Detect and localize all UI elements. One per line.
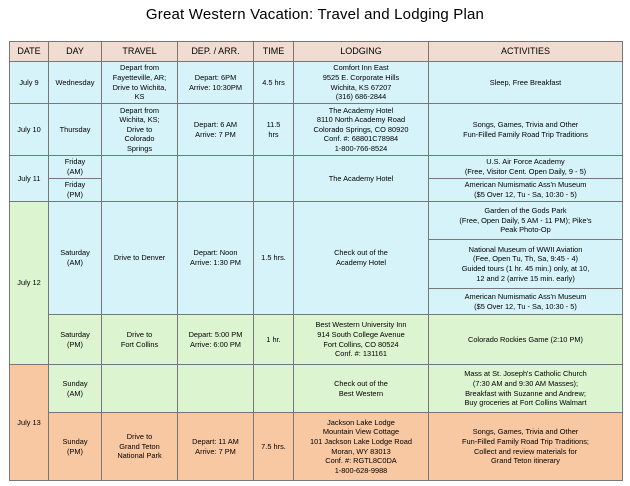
travel-cell [102,365,178,413]
date-cell: July 11 [10,156,49,202]
cell-line: Academy Hotel [335,258,387,267]
day-cell [49,413,102,481]
day-cell: Thursday [49,104,102,156]
lodging-cell [294,413,429,481]
cell-line: (316) 686-2844 [335,92,387,102]
time-cell [254,365,294,413]
cell-line: Arrive: 7 PM [195,446,236,456]
header-travel: TRAVEL [102,42,178,62]
cell-line: U.S. Air Force Academy [486,157,565,167]
cell-line: (PM) [66,190,83,199]
cell-line: Sunday [62,378,88,388]
cell-line: Jackson Lake Lodge [327,417,395,427]
table-row [10,202,623,240]
cell-line: (AM) [66,258,83,267]
cell-line: hrs [268,129,279,139]
itinerary-table [9,41,623,481]
cell-line: Drive to [126,329,153,339]
cell-line: 1-800-766-8524 [334,143,388,153]
cell-line: Colorado Springs, CO 80920 [313,124,409,134]
cell-line: Comfort Inn East [333,63,389,73]
cell-line: Best Western University Inn [315,320,407,330]
cell-line: Grand Teton [119,441,160,451]
lodging-cell [294,365,429,413]
cell-line: (7:30 AM and 9:30 AM Masses); [472,378,579,388]
cell-line: American Numismatic Ass'n Museum [464,180,587,190]
cell-line: Saturday [60,248,90,258]
cell-line: National Park [117,451,162,461]
table-row [10,413,623,481]
lodging-cell [294,104,429,156]
cell-line: Guided tours (1 hr. 45 min.) only, at 10, [461,264,590,273]
activities-cell [429,156,623,179]
travel-cell: Drive to Denver [102,202,178,315]
header-day: DAY [49,42,102,62]
cell-line: Drive to [126,124,153,134]
date-cell: July 12 [10,202,49,365]
cell-line: (Free, Visitor Cent. Open Daily, 9 - 5) [464,167,587,176]
cell-line: Depart from [119,63,160,73]
cell-line: Arrive: 6:00 PM [190,339,241,349]
cell-line: Fort Collins, CO 80524 [323,339,399,349]
table-row [10,315,623,365]
travel-cell [102,156,178,202]
cell-line: Moran, WY 83013 [331,446,391,456]
activities-cell [429,413,623,481]
activities-cell [429,179,623,202]
cell-line: Saturday [60,329,90,339]
cell-line: Fayetteville, AR; [112,72,167,82]
cell-line: Grand Teton itinerary [491,456,560,466]
cell-line: Drive to Wichita, [112,82,167,92]
cell-line: (Free, Open Daily, 5 AM - 11 PM); Pike's [459,215,592,225]
header-date: DATE [10,42,49,62]
dep-arr-cell [178,202,254,315]
cell-line: (PM) [66,339,83,349]
travel-cell [102,413,178,481]
dep-arr-cell [178,365,254,413]
cell-line: Songs, Games, Trivia and Other [472,119,579,129]
table-row [10,365,623,413]
dep-arr-cell [178,315,254,365]
cell-line: Check out of the [334,378,388,388]
cell-line: Check out of the [334,248,388,258]
date-cell: July 9 [10,62,49,104]
cell-line: Fun-Filled Family Road Trip Traditions [463,129,588,139]
cell-line: Arrive: 1:30 PM [190,258,241,267]
activities-cell [429,289,623,315]
cell-line: Conf. #: 131161 [334,349,388,359]
table-row [10,104,623,156]
cell-line: Depart: 5:00 PM [188,329,243,339]
cell-line: Friday [64,180,86,190]
cell-line: Buy groceries at Fort Collins Walmart [464,398,587,408]
time-cell [254,104,294,156]
dep-arr-cell [178,104,254,156]
cell-line: Sunday [62,436,88,446]
cell-line: 11.5 [266,119,281,129]
cell-line: Fun-Filled Family Road Trip Traditions; [462,436,589,446]
cell-line: (AM) [66,388,83,398]
cell-line: Colorado [124,134,155,144]
dep-arr-cell [178,62,254,104]
cell-line: Depart: 6 AM [193,119,238,129]
day-cell [49,365,102,413]
cell-line: Depart: Noon [193,248,238,258]
activities-cell [429,365,623,413]
date-cell: July 10 [10,104,49,156]
cell-line: Mountain View Cottage [322,427,400,437]
cell-line: KS [134,92,145,102]
cell-line: Collect and review materials for [473,446,578,456]
time-cell: 4.5 hrs [254,62,294,104]
cell-line: Springs [126,143,153,153]
header-lodging: LODGING [294,42,429,62]
travel-cell [102,104,178,156]
activities-cell [429,240,623,289]
cell-line: Depart from [119,105,160,115]
activities-cell [429,62,623,104]
lodging-cell [294,202,429,315]
cell-line: Conf. #: RGTL8C0DA [325,456,397,466]
cell-line: (Fee, Open Tu, Th, Sa, 9:45 - 4) [472,254,579,264]
header-dep-arr: DEP. / ARR. [178,42,254,62]
cell-line: The Academy Hotel [328,105,394,115]
cell-line: Friday [64,157,86,167]
cell-line: Depart: 6PM [194,72,237,82]
activities-cell: Colorado Rockies Game (2:10 PM) [429,315,623,365]
cell-line: 9525 E. Corporate Hills [322,72,400,82]
header-activities: ACTIVITIES [429,42,623,62]
activities-cell [429,104,623,156]
cell-line: (AM) [66,167,83,176]
cell-line: Wichita, KS 67207 [330,82,392,92]
lodging-cell [294,62,429,104]
cell-line: Conf. #: 68801C78984 [323,134,399,144]
day-cell [49,315,102,365]
time-cell [254,156,294,202]
cell-line: Best Western [338,388,384,398]
table-row [10,156,623,179]
cell-line: Arrive: 7 PM [195,129,236,139]
cell-line: ($5 Over 12, Tu - Sa, 10:30 - 5) [474,190,577,199]
cell-line: 914 South College Avenue [317,329,405,339]
header-time: TIME [254,42,294,62]
dep-arr-cell [178,413,254,481]
cell-line: Mass at St. Joseph's Catholic Church [464,369,587,379]
day-cell [49,179,102,202]
cell-line: 12 and 2 (arrive 15 min. early) [476,273,575,283]
travel-cell [102,62,178,104]
cell-line: Peak Photo-Op [500,225,551,235]
cell-line: Garden of the Gods Park [484,206,567,216]
dep-arr-cell [178,156,254,202]
cell-line: Drive to [126,432,153,442]
activities-cell [429,202,623,240]
cell-line: Wichita, KS; [119,115,160,125]
time-cell: 1.5 hrs. [254,202,294,315]
cell-line: ($5 Over 12, Tu - Sa, 10:30 - 5) [474,301,577,311]
cell-line: 1-800-628-9988 [334,465,388,475]
cell-line: 8110 North Academy Road [316,115,406,125]
table-row [10,62,623,104]
time-cell: 7.5 hrs. [254,413,294,481]
day-cell: Wednesday [49,62,102,104]
cell-line: (PM) [66,446,83,456]
cell-line: Songs, Games, Trivia and Other [472,427,579,437]
time-cell: 1 hr. [254,315,294,365]
day-cell [49,202,102,315]
cell-line: Fort Collins [120,339,159,349]
header-row [10,42,623,62]
cell-line: National Museum of WWII Aviation [468,244,583,254]
lodging-cell [294,315,429,365]
day-cell [49,156,102,179]
page-title: Great Western Vacation: Travel and Lodging Plan [145,6,485,23]
cell-line: American Numismatic Ass'n Museum [464,291,587,301]
cell-line: Depart: 11 AM [192,436,239,446]
cell-line: Breakfast with Suzanne and Andrew; [465,388,586,398]
date-cell: July 13 [10,365,49,481]
lodging-cell: The Academy Hotel [294,156,429,202]
cell-line: Arrive: 10:30PM [189,82,242,92]
cell-line: Sleep, Free Breakfast [489,77,562,87]
cell-line: 101 Jackson Lake Lodge Road [310,436,412,446]
travel-cell [102,315,178,365]
